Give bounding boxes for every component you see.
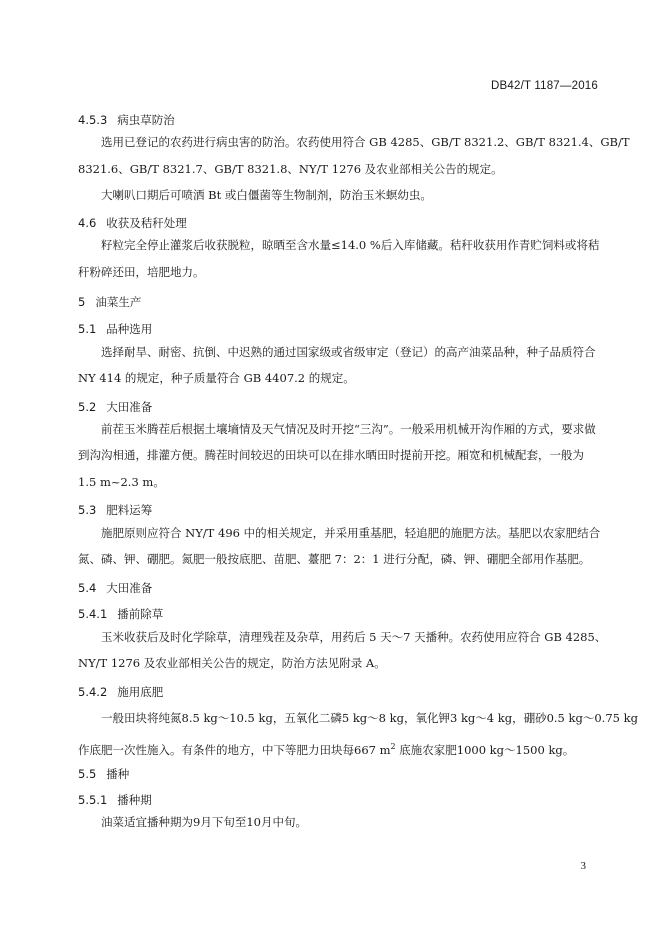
paragraph: 选用已登记的农药进行病虫害的防治。农药使用符合 GB 4285、GB/T 8321.2、GB/T 8321.4、GB/T xyxy=(101,135,630,149)
section-number: 5 xyxy=(78,295,86,309)
text-run: 作底肥一次性施入。有条件的地方，中下等肥力田块每667 m xyxy=(78,742,391,757)
paragraph: NY 414 的规定，种子质量符合 GB 4407.2 的规定。 xyxy=(78,371,355,385)
section-title: 肥料运筹 xyxy=(106,503,153,517)
paragraph: 一般田块将纯氮8.5 kg～10.5 kg，五氧化二磷5 kg～8 kg，氧化钾3 kg～4 kg，硼砂0.5 kg～0.75 kg xyxy=(101,711,638,725)
paragraph: 选择耐旱、耐密、抗倒、中迟熟的通过国家级或省级审定（登记）的高产油菜品种，种子品质符合 xyxy=(101,345,596,359)
heading-5 xyxy=(78,294,141,310)
paragraph: 氮、磷、钾、硼肥。氮肥一般按底肥、苗肥、薹肥 7：2：1 进行分配，磷、钾、硼肥全部用作基肥。 xyxy=(78,552,591,566)
heading-5-4 xyxy=(78,580,152,596)
paragraph: 秆粉碎还田，培肥地力。 xyxy=(78,265,205,279)
heading-4-5-3 xyxy=(78,112,175,128)
heading-5-5-1 xyxy=(78,792,152,808)
heading-5-4-2 xyxy=(78,684,163,700)
heading-5-4-1 xyxy=(78,606,163,622)
paragraph: 油菜适宜播种期为9月下旬至10月中旬。 xyxy=(101,815,307,829)
paragraph: 施肥原则应符合 NY/T 496 中的相关规定，并采用重基肥，轻追肥的施肥方法。基肥以农家肥结合 xyxy=(101,526,601,540)
paragraph: 前茬玉米腾茬后根据土壤墒情及天气情况及时开挖“三沟”。一般采用机械开沟作厢的方式，要求做 xyxy=(101,422,596,436)
section-title: 播种期 xyxy=(117,793,152,807)
section-title: 大田准备 xyxy=(106,400,153,414)
section-number: 5.4.2 xyxy=(78,685,108,699)
paragraph: 玉米收获后及时化学除草，清理残茬及杂草，用药后 5 天～7 天播种。农药使用应符合 GB 4285、 xyxy=(101,630,607,644)
heading-4-6 xyxy=(78,215,187,231)
section-number: 4.5.3 xyxy=(78,113,108,127)
section-title: 大田准备 xyxy=(106,581,153,595)
section-title: 品种选用 xyxy=(106,322,153,336)
section-number: 5.4 xyxy=(78,581,97,595)
section-number: 5.2 xyxy=(78,400,97,414)
section-number: 5.4.1 xyxy=(78,607,108,621)
section-title: 施用底肥 xyxy=(117,685,164,699)
section-number: 5.5.1 xyxy=(78,793,108,807)
heading-5-5 xyxy=(78,766,129,782)
document-code: DB42/T 1187—2016 xyxy=(491,80,598,92)
section-title: 收获及秸秆处理 xyxy=(106,216,187,230)
section-number: 4.6 xyxy=(78,216,97,230)
paragraph xyxy=(78,734,598,763)
section-number: 5.3 xyxy=(78,503,97,517)
section-title: 播前除草 xyxy=(117,607,164,621)
paragraph: 1.5 m~2.3 m。 xyxy=(78,475,165,489)
text-run: 底施农家肥1000 kg～1500 kg。 xyxy=(395,742,575,757)
paragraph: 8321.6、GB/T 8321.7、GB/T 8321.8、NY/T 1276 及农业部相关公告的规定。 xyxy=(78,162,503,176)
heading-5-1 xyxy=(78,321,152,337)
superscript: 2 xyxy=(390,742,396,751)
section-title: 油菜生产 xyxy=(95,295,142,309)
paragraph: NY/T 1276 及农业部相关公告的规定，防治方法见附录 A。 xyxy=(78,656,386,670)
section-title: 病虫草防治 xyxy=(117,113,175,127)
paragraph: 到沟沟相通，排灌方便。腾茬时间较迟的田块可以在排水晒田时提前开挖。厢宽和机械配套，一般为 xyxy=(78,448,584,462)
heading-5-3 xyxy=(78,502,152,518)
paragraph: 大喇叭口期后可喷洒 Bt 或白僵菌等生物制剂，防治玉米螟幼虫。 xyxy=(101,188,432,202)
section-number: 5.5 xyxy=(78,767,97,781)
heading-5-2 xyxy=(78,399,152,415)
section-title: 播种 xyxy=(106,767,130,781)
page-number: 3 xyxy=(580,860,586,872)
paragraph: 籽粒完全停止灌浆后收获脱粒，晾晒至含水量≤14.0 %后入库储藏。秸秆收获用作青贮饲料或将秸 xyxy=(101,238,600,252)
section-number: 5.1 xyxy=(78,322,97,336)
